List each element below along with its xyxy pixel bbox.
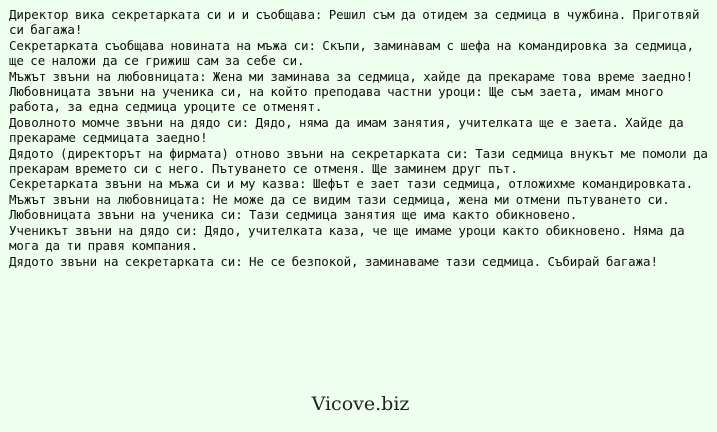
site-watermark: Vicove.biz bbox=[311, 393, 410, 415]
joke-line: Секретарката съобщава новината на мъжа си: Скъпи, заминавам с шефа на командировка за седмица, ще се наложи да се грижиш сам за себе си. bbox=[9, 37, 695, 69]
joke-line: Директор вика секретарката си и и съобщава: Решил съм да отидем за седмица в чужбина. Приготвяй си багажа! bbox=[9, 7, 700, 38]
joke-line: Мъжът звъни на любовницата: Не може да се видим тази седмица, жена ми отмени пътуването си. bbox=[9, 191, 670, 207]
joke-line: Любовницата звъни на ученика си, на който преподава частни уроци: Ще съм заета, имам много работа, за една седмица уроците се отменят. bbox=[9, 84, 664, 115]
joke-line: Доволното момче звъни на дядо си: Дядо, няма да имам занятия, учителката ще е заета. Хайде да прекараме седмицата заедно! bbox=[9, 114, 684, 146]
joke-line: Секретарката звъни на мъжа си и му казва: Шефът е зает тази седмица, отложихме командировката. bbox=[9, 176, 694, 192]
joke-line: Дядото звъни на секретарката си: Не се безпокой, заминаваме тази седмица. Събирай багажа! bbox=[9, 253, 658, 269]
joke-line: Мъжът звъни на любовницата: Жена ми заминава за седмица, хайде да прекараме това време заедно! bbox=[9, 68, 694, 84]
joke-line: Любовницата звъни на ученика си: Тази седмица занятия ще има както обикновено. bbox=[9, 207, 578, 223]
joke-line: Дядото (директорът на фирмата) отново звъни на секретарката си: Тази седмица внукът ме помоли да прекарам времето си с него. Пътуването се отменя. Ще заминем друг път. bbox=[9, 145, 708, 177]
joke-line: Ученикът звъни на дядо си: Дядо, учителката каза, че ще имаме уроци както обикновено. Няма да мога да ти правя компания. bbox=[9, 222, 685, 254]
joke-text bbox=[9, 7, 711, 269]
